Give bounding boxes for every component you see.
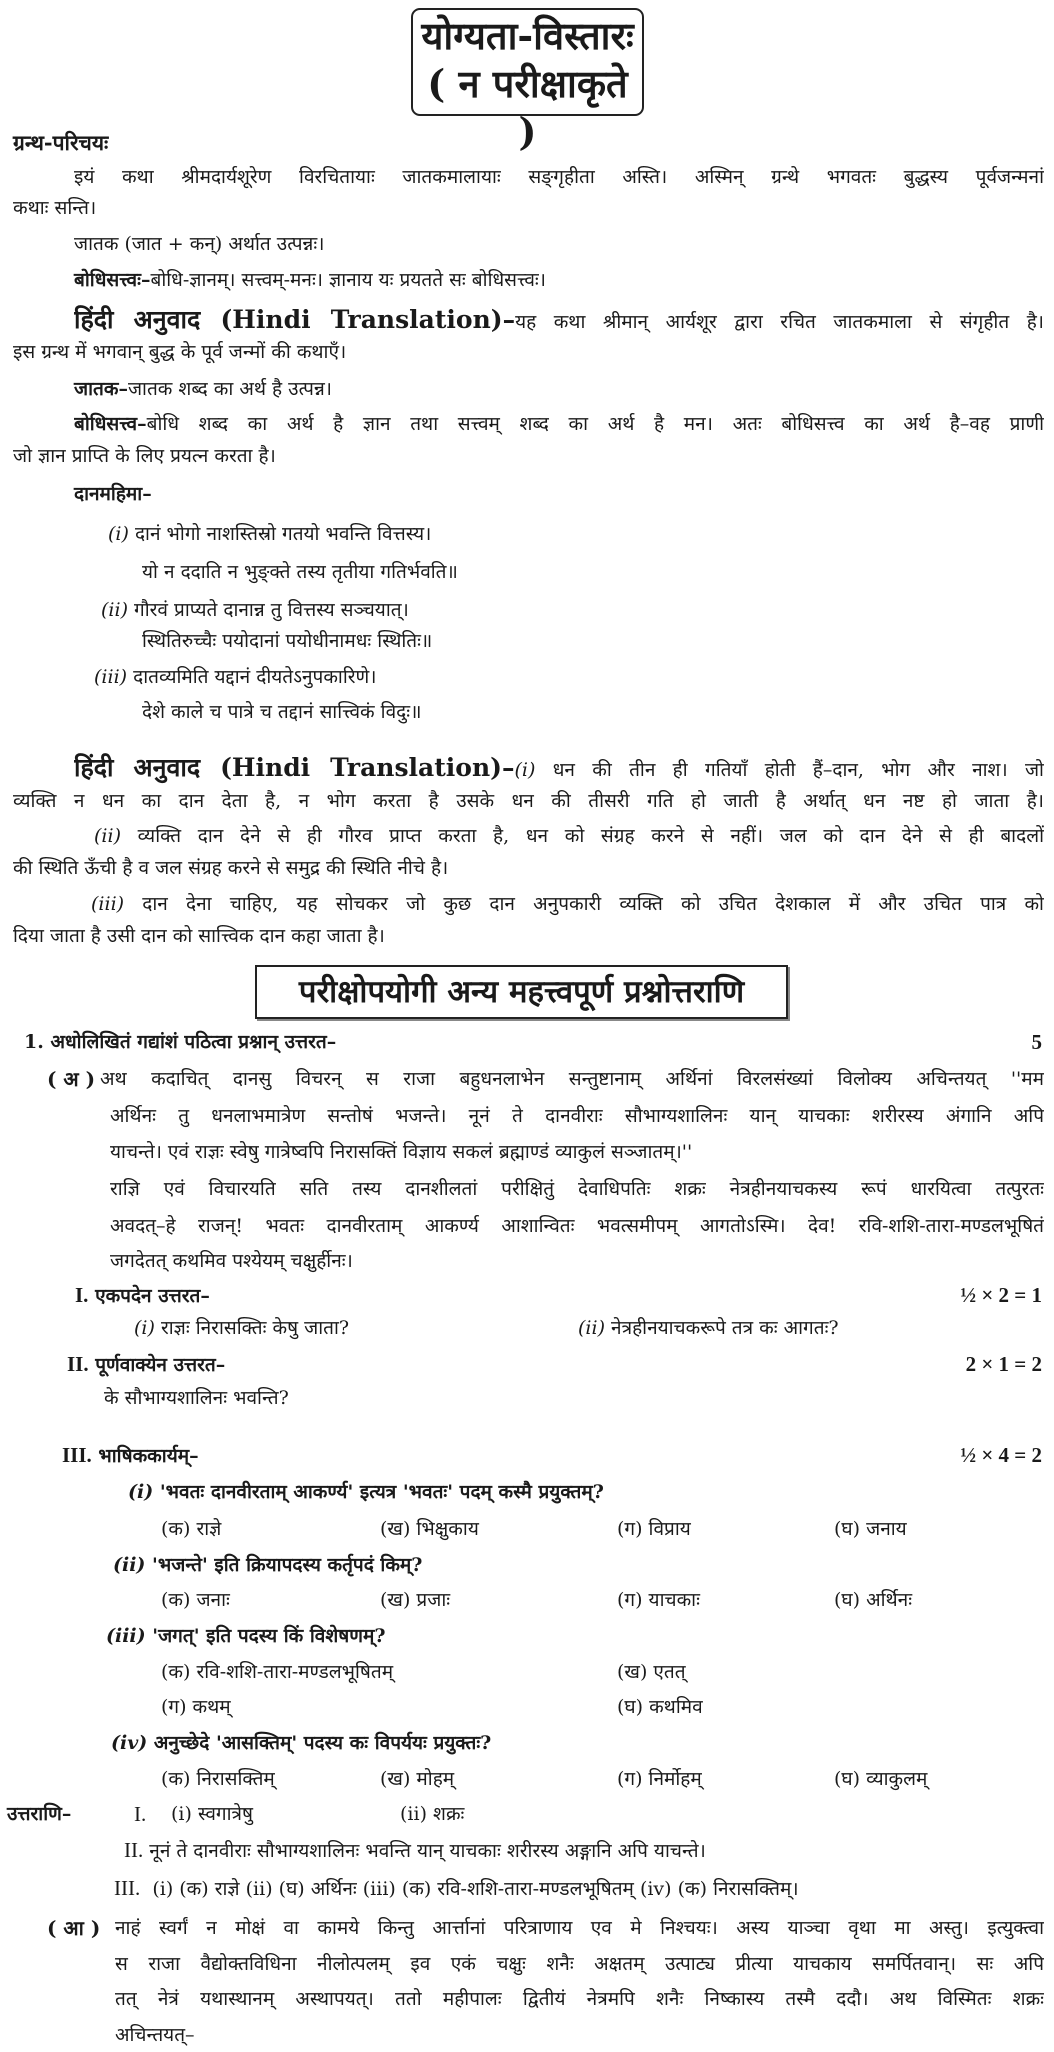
item-number: (iii) bbox=[91, 893, 125, 915]
mcq-option: (ख) प्रजाः bbox=[380, 1589, 451, 1611]
verse-translation-line bbox=[94, 819, 1044, 853]
verse-line: यो न ददाति न भुङ्क्ते तस्य तृतीया गतिर्भवति॥ bbox=[142, 561, 458, 583]
passage-line: तत् नेत्रं यथास्थानम् अस्थापयत्। ततो महीपालः द्वितीयं नेत्रमपि शनैः निष्कास्य तस्मै ददौ। अथ विस्मितः शक्रः bbox=[115, 1988, 1044, 2010]
verse-line bbox=[94, 660, 376, 694]
item-number: (iii) bbox=[106, 1625, 146, 1647]
term-text: बोधि-ज्ञानम्। सत्त्वम्-मनः। ज्ञानाय यः प्रयतते सः बोधिसत्त्वः। bbox=[150, 269, 546, 291]
answer-II bbox=[124, 1833, 706, 1867]
question-text: 'भजन्ते' इति क्रियापदस्य कर्तृपदं किम्? bbox=[152, 1554, 423, 1576]
term-text: बोधि शब्द का अर्थ है ज्ञान तथा सत्त्वम् शब्द का अर्थ है मन। अतः बोधिसत्त्व का अर्थ है–वह प्राणी bbox=[146, 413, 1044, 435]
verse-translation-line bbox=[74, 751, 1044, 785]
answer-III bbox=[114, 1871, 799, 1905]
verse-number: (ii) bbox=[101, 599, 128, 621]
mcq-option: (ख) भिक्षुकाय bbox=[380, 1518, 479, 1540]
term-label: जातक– bbox=[74, 378, 128, 400]
mcq-option: (क) राज्ञे bbox=[161, 1518, 222, 1540]
mcq-option: (घ) कथमिव bbox=[617, 1696, 703, 1718]
part-number: I. bbox=[134, 1802, 147, 1826]
passage-line: अवदत्–हे राजन्! भवतः दानवीरताम् आकर्ण्य आशान्वितः भवत्समीपम् आगतोऽस्मि। देव! रवि-शशि-तारा-मण्डलभूषितं bbox=[110, 1215, 1044, 1237]
question-text: के सौभाग्यशालिनः भवन्ति? bbox=[104, 1387, 289, 1409]
part-3-heading bbox=[62, 1438, 199, 1472]
mcq-option: (क) रवि-शशि-तारा-मण्डलभूषितम् bbox=[161, 1661, 394, 1683]
question-text: राज्ञः निरासक्तिः केषु जाता? bbox=[160, 1317, 350, 1339]
section-title-box bbox=[411, 8, 644, 154]
verse-line: स्थितिरुच्चैः पयोदानां पयोधीनामधः स्थितिः॥ bbox=[142, 630, 433, 652]
item-number: (i) bbox=[128, 1481, 154, 1503]
verse-translation-line: व्यक्ति न धन का दान देता है, न भोग करता है उसके धन की तीसरी गति हो जाती है अर्थात् धन नष्ट हो जाता है। bbox=[13, 790, 1044, 812]
answer-I-a: (i) स्वगात्रेषु bbox=[171, 1803, 253, 1825]
item-number: (ii) bbox=[113, 1554, 146, 1576]
verse-line bbox=[101, 593, 409, 627]
verse-line: देशे काले च पात्रे च तद्दानं सात्त्विकं विदुः॥ bbox=[142, 701, 422, 723]
passage-line: अर्थिनः तु धनलाभमात्रेण सन्तोषं भजन्ते। नूनं ते दानवीराः सौभाग्यशालिनः यान् याचकाः शरीरस्य अंगानि अपि bbox=[110, 1105, 1044, 1127]
part-label: पूर्णवाक्येन उत्तरत– bbox=[95, 1354, 226, 1376]
hindi-translation-line: इस ग्रन्थ में भगवान् बुद्ध के पूर्व जन्मों की कथाएँ। bbox=[13, 341, 347, 363]
passage-line: राज्ञि एवं विचारयति सति तस्य दानशीलतां परीक्षितुं देवाधिपतिः शक्रः नेत्रहीनयाचकस्य रूपं धारयित्वा तत्पुरतः bbox=[110, 1178, 1044, 1200]
part-2-heading bbox=[67, 1347, 225, 1381]
verse-number: (iii) bbox=[94, 666, 128, 688]
verse-translation-line: दिया जाता है उसी दान को सात्त्विक दान कहा जाता है। bbox=[13, 925, 385, 947]
translation-text: धन की तीन ही गतियाँ होती हैं–दान, भोग और नाश। जो bbox=[552, 759, 1044, 781]
verse-translation-line: की स्थिति ऊँची है व जल संग्रह करने से समुद्र की स्थिति नीचे है। bbox=[13, 857, 449, 879]
mcq-option: (क) निरासक्तिम् bbox=[161, 1768, 275, 1790]
verse-text: दानं भोगो नाशस्तिस्रो गतयो भवन्ति वित्तस्य। bbox=[134, 523, 432, 545]
part-1-marks: ½ × 2 = 1 bbox=[960, 1283, 1042, 1307]
part-number: I. bbox=[75, 1283, 89, 1307]
bodhisattva-hindi-line: जो ज्ञान प्राप्ति के लिए प्रयत्न करता है। bbox=[13, 445, 276, 467]
mcq-question bbox=[106, 1619, 386, 1653]
mcq-option: (क) जनाः bbox=[161, 1589, 230, 1611]
part-label: भाषिककार्यम्– bbox=[98, 1445, 199, 1467]
bodhisattva-definition bbox=[74, 263, 546, 297]
item-number: (ii) bbox=[94, 825, 121, 847]
danamahima-heading: दानमहिमा– bbox=[74, 483, 152, 505]
passage-line: नाहं स्वर्गं न मोक्षं वा कामये किन्तु आर्त्तानां परित्राणाय एव मे निश्चयः। अस्य याञ्चा वृथा मा अस्तु। इत्युक्त्वा bbox=[115, 1917, 1044, 1939]
verse-translation-line bbox=[91, 887, 1044, 921]
part-number: II. bbox=[67, 1352, 89, 1376]
passage-line: याचन्ते। एवं राज्ञः स्वेषु गात्रेष्वपि निरासक्तिं विज्ञाय सकलं ब्रह्माण्डं व्याकुलं सञ्जातम्।'' bbox=[110, 1141, 693, 1163]
passage-b-label: ( आ ) bbox=[47, 1916, 101, 1940]
question-text: नेत्रहीनयाचकरूपे तत्र कः आगतः? bbox=[611, 1317, 839, 1339]
part-3-marks: ½ × 4 = 2 bbox=[960, 1443, 1042, 1467]
part-1-heading bbox=[75, 1278, 210, 1312]
part-2-marks: 2 × 1 = 2 bbox=[965, 1352, 1042, 1376]
question-item bbox=[134, 1311, 349, 1345]
question-1-label: 1. अधोलिखितं गद्यांशं पठित्वा प्रश्नान् उत्तरत– bbox=[24, 1031, 337, 1053]
mcq-question bbox=[111, 1726, 491, 1760]
jataka-definition: जातक (जात + कन्) अर्थात उत्पन्नः। bbox=[74, 233, 325, 255]
mcq-question bbox=[128, 1475, 604, 1509]
passage-line: अथ कदाचित् दानसु विचरन् स राजा बहुधनलाभेन सन्तुष्टानाम् अर्थिनां विरलसंख्यां विलोक्य अचिन्तयत् ''मम bbox=[100, 1068, 1044, 1090]
section2-title: परीक्षोपयोगी अन्य महत्त्वपूर्ण प्रश्नोत्तराणि bbox=[255, 965, 788, 1019]
answer-I bbox=[134, 1797, 146, 1831]
mcq-option: (ख) मोहम् bbox=[380, 1768, 455, 1790]
item-number: (ii) bbox=[578, 1317, 605, 1339]
mcq-question bbox=[113, 1548, 422, 1582]
mcq-option: (घ) व्याकुलम् bbox=[834, 1768, 928, 1790]
verse-number: (i) bbox=[108, 523, 129, 545]
answer-text: (i) (क) राज्ञे (ii) (घ) अर्थिनः (iii) (क) रवि-शशि-तारा-मण्डलभूषितम् (iv) (क) निरासक्तिम्। bbox=[152, 1878, 799, 1900]
answers-label: उत्तराणि– bbox=[7, 1803, 72, 1825]
intro-para-line: कथाः सन्ति। bbox=[13, 197, 97, 219]
question-item bbox=[578, 1311, 839, 1345]
mcq-option: (ख) एतत् bbox=[617, 1661, 686, 1683]
passage-line: अचिन्तयत्– bbox=[115, 2024, 195, 2046]
question-text: 'भवतः दानवीरताम् आकर्ण्य' इत्यत्र 'भवतः' पदम् कस्मै प्रयुक्तम्? bbox=[159, 1481, 604, 1503]
mcq-option: (घ) अर्थिनः bbox=[834, 1589, 913, 1611]
item-number: (i) bbox=[134, 1317, 155, 1339]
part-label: एकपदेन उत्तरत– bbox=[95, 1285, 210, 1307]
part-number: III. bbox=[114, 1876, 141, 1900]
hindi-translation-line bbox=[74, 303, 1044, 337]
answer-I-b: (ii) शक्रः bbox=[400, 1803, 465, 1825]
bodhisattva-hindi bbox=[74, 407, 1044, 441]
mcq-option: (घ) जनाय bbox=[834, 1518, 907, 1540]
item-number: (iv) bbox=[111, 1732, 148, 1754]
translation-text: यह कथा श्रीमान् आर्यशूर द्वारा रचित जातकमाला से संगृहीत है। bbox=[515, 311, 1044, 333]
question-text: 'जगत्' इति पदस्य किं विशेषणम्? bbox=[152, 1625, 386, 1647]
passage-line: स राजा वैद्योक्तविधिना नीलोत्पलम् इव एकं चक्षुः शनैः अक्षतम् उत्पाट्य प्रीत्या याचकाय समर्पितवान्। सः अपि bbox=[115, 1953, 1044, 1975]
section-title: योग्यता-विस्तारः bbox=[421, 13, 634, 58]
item-number: (i) bbox=[514, 759, 536, 781]
passage-line: जगदेतत् कथमिव पश्येयम् चक्षुर्हीनः। bbox=[110, 1250, 353, 1272]
term-label: बोधिसत्त्व– bbox=[74, 413, 147, 435]
mcq-option: (ग) निर्मोहम् bbox=[617, 1768, 702, 1790]
question-text: अनुच्छेदे 'आसक्तिम्' पदस्य कः विपर्ययः प्रयुक्तः? bbox=[153, 1732, 492, 1754]
mcq-option: (ग) याचकाः bbox=[617, 1589, 700, 1611]
verse-text: गौरवं प्राप्यते दानान्न तु वित्तस्य सञ्चयात्। bbox=[134, 599, 409, 621]
verse-text: दातव्यमिति यद्दानं दीयतेऽनुपकारिणे। bbox=[133, 666, 377, 688]
part-number: II. bbox=[124, 1838, 144, 1862]
intro-para-line: इयं कथा श्रीमदार्यशूरेण विरचितायाः जातकमालायाः सङ्गृहीता अस्ति। अस्मिन् ग्रन्थे भगवतः बुद्धस्य पूर्वजन्मनां bbox=[74, 166, 1044, 188]
question-1-marks: 5 bbox=[1031, 1030, 1042, 1054]
jataka-hindi bbox=[74, 372, 332, 406]
answer-text: नूनं ते दानवीराः सौभाग्यशालिनः भवन्ति यान् याचकाः शरीरस्य अङ्गानि अपि याचन्ते। bbox=[149, 1840, 706, 1862]
mcq-option: (ग) कथम् bbox=[161, 1696, 231, 1718]
section-subtitle: ( न परीक्षाकृते ) bbox=[427, 61, 628, 154]
hindi-translation-label: हिंदी अनुवाद (Hindi Translation)– bbox=[74, 753, 515, 782]
hindi-translation-label: हिंदी अनुवाद (Hindi Translation)– bbox=[74, 305, 516, 334]
translation-text: दान देना चाहिए, यह सोचकर जो कुछ दान अनुपकारी व्यक्ति को उचित देशकाल में और उचित पात्र को bbox=[142, 893, 1044, 915]
term-label: बोधिसत्त्वः– bbox=[74, 269, 151, 291]
translation-text: व्यक्ति दान देने से ही गौरव प्राप्त करता है, धन को संग्रह करने से नहीं। जल को दान देने से ही बादलों bbox=[137, 825, 1044, 847]
intro-heading: ग्रन्थ-परिचयः bbox=[13, 130, 109, 155]
passage-a-label: ( अ ) bbox=[47, 1067, 96, 1091]
term-text: जातक शब्द का अर्थ है उत्पन्न। bbox=[127, 378, 332, 400]
verse-line bbox=[108, 517, 431, 551]
mcq-option: (ग) विप्राय bbox=[617, 1518, 691, 1540]
part-number: III. bbox=[62, 1443, 92, 1467]
